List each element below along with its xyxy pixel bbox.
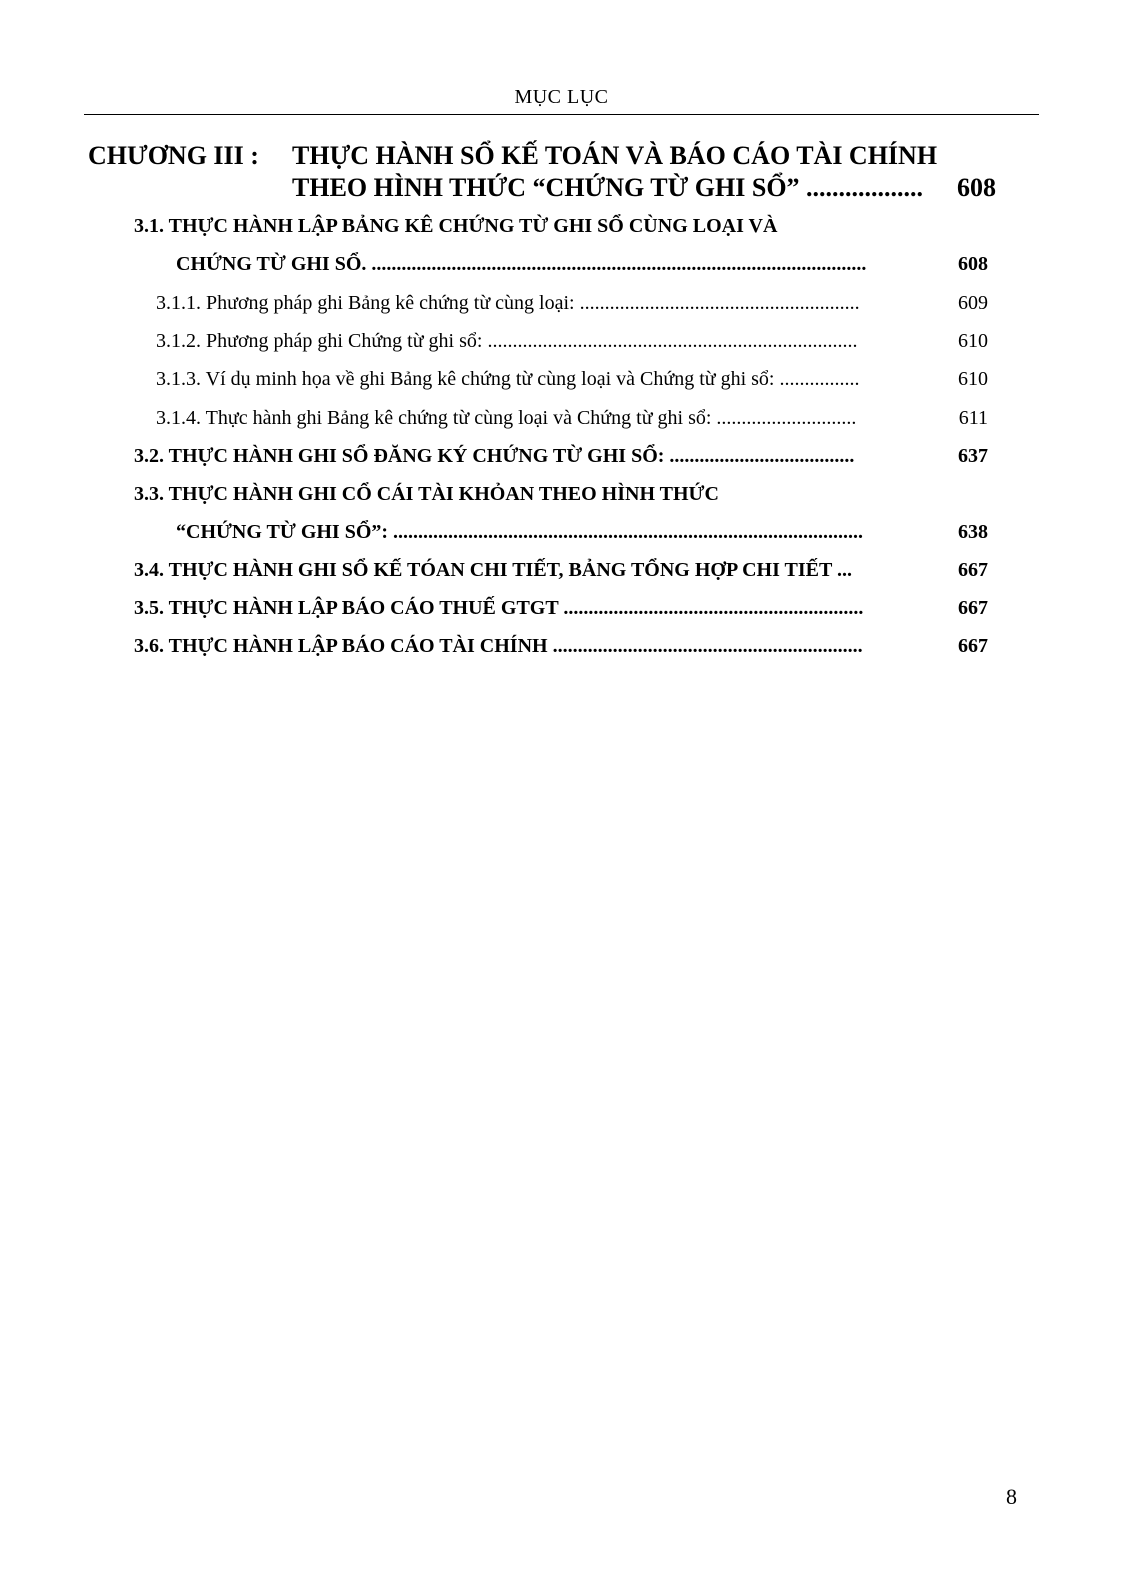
page-header-title: MỤC LỤC xyxy=(514,86,609,108)
chapter-label: CHƯƠNG III : xyxy=(88,141,259,170)
toc-entry-text: 3.4. THỰC HÀNH GHI SỔ KẾ TÓAN CHI TIẾT, BẢNG TỔNG HỢP CHI TIẾT ... xyxy=(134,559,852,581)
toc-entry-3-1-1[interactable] xyxy=(156,290,988,316)
chapter-title-line1: THỰC HÀNH SỔ KẾ TOÁN VÀ BÁO CÁO TÀI CHÍNH xyxy=(292,141,938,170)
toc-entry-text: 3.1.2. Phương pháp ghi Chứng từ ghi sổ: .......................................................................... xyxy=(156,330,858,352)
toc-entry-page: 610 xyxy=(958,330,988,352)
toc-entry-text: 3.2. THỰC HÀNH GHI SỔ ĐĂNG KÝ CHỨNG TỪ GHI SỔ: ..................................... xyxy=(134,445,855,467)
toc-entry-page: 638 xyxy=(958,521,988,543)
toc-entry-page: 667 xyxy=(958,635,988,657)
toc-entry-3-2[interactable] xyxy=(134,443,988,469)
toc-entry-text: 3.1.1. Phương pháp ghi Bảng kê chứng từ cùng loại: ........................................................ xyxy=(156,292,860,314)
toc-entry-text: 3.5. THỰC HÀNH LẬP BÁO CÁO THUẾ GTGT ............................................................ xyxy=(134,597,864,619)
toc-entry-text: “CHỨNG TỪ GHI SỔ”: .............................................................................................. xyxy=(176,521,864,543)
toc-entry-page: 609 xyxy=(958,292,988,314)
toc-entry-3-1-2[interactable] xyxy=(156,328,988,354)
toc-entry-3-5[interactable] xyxy=(134,595,988,621)
toc-entry-text: 3.1. THỰC HÀNH LẬP BẢNG KÊ CHỨNG TỪ GHI SỔ CÙNG LOẠI VÀ xyxy=(134,215,778,237)
toc-entry-text: 3.3. THỰC HÀNH GHI CỔ CÁI TÀI KHỎAN THEO HÌNH THỨC xyxy=(134,483,719,505)
toc-entry-3-6[interactable] xyxy=(134,633,988,659)
toc-entry-page: 637 xyxy=(958,445,988,467)
toc-entry-text: 3.6. THỰC HÀNH LẬP BÁO CÁO TÀI CHÍNH .............................................................. xyxy=(134,635,863,657)
toc-entry-page: 611 xyxy=(958,407,988,429)
page-number: 8 xyxy=(1006,1484,1017,1509)
toc-entry-page: 610 xyxy=(958,368,988,390)
chapter-page-number: 608 xyxy=(957,173,996,202)
toc-entry-text: 3.1.4. Thực hành ghi Bảng kê chứng từ cùng loại và Chứng từ ghi sổ: ............................ xyxy=(156,407,857,429)
header-divider xyxy=(84,114,1039,115)
toc-entry-3-4[interactable] xyxy=(134,557,988,583)
toc-entry-3-1[interactable] xyxy=(134,213,777,239)
toc-entry-text: CHỨNG TỪ GHI SỔ. ................................................................................................... xyxy=(176,253,867,275)
toc-entry-page: 608 xyxy=(958,253,988,275)
toc-entry-page: 667 xyxy=(958,597,988,619)
chapter-title-line2: THEO HÌNH THỨC “CHỨNG TỪ GHI SỔ” .................. xyxy=(292,173,924,202)
toc-entry-3-3[interactable] xyxy=(134,481,719,507)
toc-entry-page: 667 xyxy=(958,559,988,581)
toc-entry-text: 3.1.3. Ví dụ minh họa về ghi Bảng kê chứng từ cùng loại và Chứng từ ghi sổ: ................ xyxy=(156,368,860,390)
toc-entry-3-1-4[interactable] xyxy=(156,405,988,431)
toc-entry-3-3-cont[interactable] xyxy=(176,519,988,545)
toc-entry-3-1-cont[interactable] xyxy=(176,251,988,277)
toc-entry-3-1-3[interactable] xyxy=(156,366,988,392)
